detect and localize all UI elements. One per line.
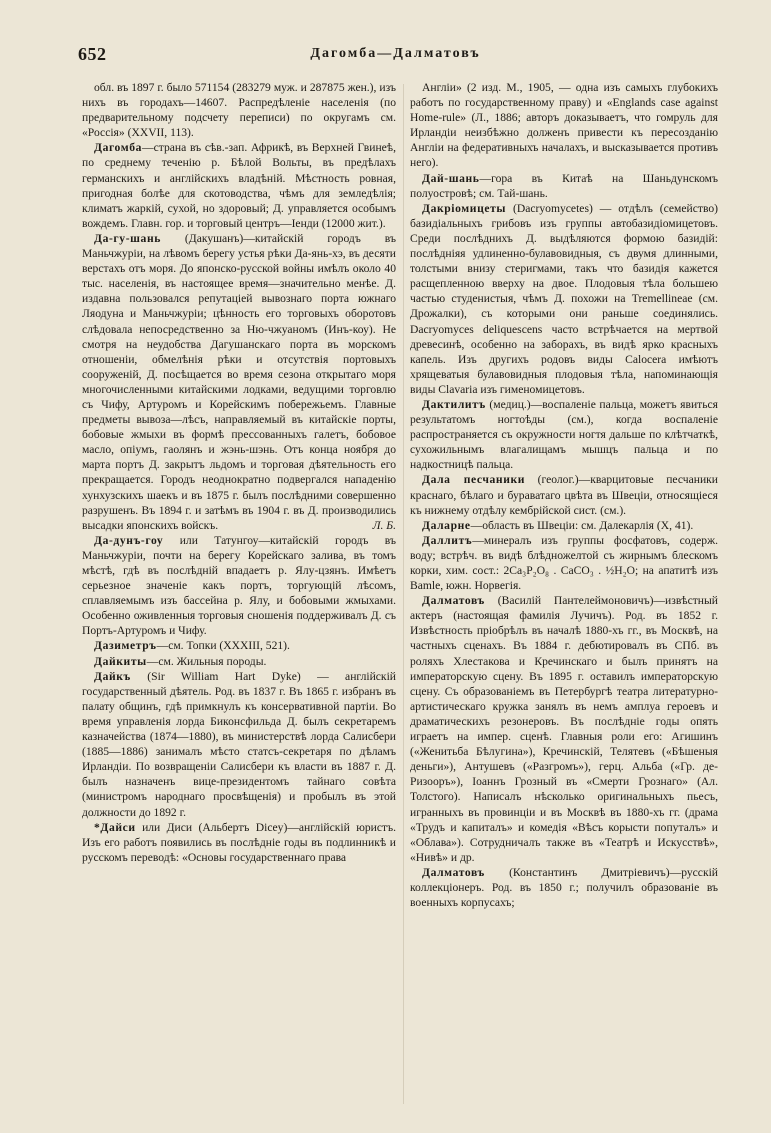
page-number: 652 (78, 44, 107, 64)
entry-dala-peschaniki: Дала песчаники (геолог.)—кварцитовые песчаники краснаго, бѣлаго и бураватаго цвѣта въ Швеціи, относящіеся къ нижнему отдѣлу кембрійской сист. (см.). (410, 473, 718, 517)
entry-dagomba: Дагомба—страна въ сѣв.-зап. Африкѣ, въ Верхней Гвинеѣ, по среднему теченію р. Бѣлой Вольты, въ предѣлахъ германскихъ и англійскихъ владѣній. Мѣстность ровная, пригодная болѣе для скотоводства, чѣмъ для земледѣлія; климатъ жаркій, сухой, но здоровый; Д. управляется особымъ вождемъ. Главн. гор. и торговый центръ—Іенди (12000 жит.). (82, 141, 396, 230)
left-column (82, 80, 396, 1110)
entry-headword: Далматовъ (422, 865, 485, 879)
entry-daik: Дайкъ (Sir William Hart Dyke) — англійскій государственный дѣятель. Род. въ 1837 г. Въ 1865 г. избранъ въ палату общинъ, гдѣ примкнулъ къ консервативной партіи. Во время управленія лорда Биконсфильда Д. былъ секретаремъ казначейства (1874—1880), въ министерствѣ лорда Салисбери (1885—1886) занималъ мѣсто статсъ-секретаря по дѣламъ Ирландіи. По возвращеніи Салисбери къ власти въ 1887 г. Д. былъ назначенъ вице-президентомъ тайнаго совѣта (министромъ народнаго просвѣщенія) и пробылъ въ этой должности до 1892 г. (82, 669, 396, 819)
entry-headword: Далматовъ (422, 594, 485, 608)
entry-dalarne: Даларне—область въ Швеціи: см. Далекарлія (X, 41). (422, 518, 694, 532)
entry-dazimetr: Дазиметръ—см. Топки (XXXIII, 521). (94, 639, 290, 653)
entry-headword: Да-гу-шань (94, 231, 161, 245)
entry-dalmatov-vasily: Далматовъ (Василій Пантелеймоновичъ)—извѣстный актеръ (настоящая фамилія Лучичъ). Род. въ 1852 г. Извѣстность пріобрѣлъ въ началѣ 1880-хъ гг., въ Москвѣ, на частныхъ сценахъ. Въ 1884 г. дебютировалъ въ СПб. въ роляхъ Хлестакова и Кречинскаго и былъ принятъ на императорскую сцену. Въ 1895 г. оставилъ императорскую сцену. Съ образованіемъ въ Петербургѣ театра литературно-артистическаго кружка занялъ въ немъ амплуа героевъ и драматическихъ резонеровъ. Въ послѣдніе годы опять играетъ на импер. сценѣ. Главныя роли его: Агишинъ («Женитьба Бѣлугина»), Кречинскій, Телятевъ («Бѣшеныя деньги»), Антушевъ («Разгромъ»), герц. Альба («Гр. де-Ризооръ»), Іоаннъ Грозный въ «Смерти Грознаго» (Ал. Толстого). Написалъ нѣсколько оригинальныхъ пьесъ, игранныхъ въ провинціи и въ Москвѣ въ 1880-хъ гг. (драма «Трудъ и капиталъ» и комедія «Вѣсъ корысти попуталъ» и «Облава»). Сотрудничалъ также въ «Театрѣ и Искусствѣ», «Нивѣ» и др. (410, 594, 718, 864)
entry-headword: Дай-шань (422, 171, 480, 185)
entry-headword: Да-дунъ-гоу (94, 533, 164, 547)
entry-headword: Дала песчаники (422, 473, 526, 487)
entry-headword: *Дайси (94, 820, 136, 834)
entry-continuation: обл. въ 1897 г. было 571154 (283279 муж. и 287875 жен.), изъ нихъ въ городахъ—14607. Распредѣленіе населенія (по предварительному подсчету переписи) по округамъ см. «Россія» (XXVII, 113). (82, 81, 396, 140)
column-separator (403, 84, 404, 1104)
entry-dacryomycetes: Дакріомицеты (Dacryomycetes) — отдѣлъ (семейство) базидіальныхъ грибовъ изъ группы автобазидіомицетовъ. Среди послѣднихъ Д. выдѣляются формою базидій: послѣдніяя удлиненно-булавовидныя, съ двумя длинными, толстыми внизу стеригмами, такъ что базидія кажется расщепленною вверху на двое. Плодовыя тѣла большею частью студенистыя, чѣмъ Д. похожи на Tremellineae (см. Дрожалки), съ которыми они раньше соединялись. Dacryomyces deliquescens часто встрѣчается на мертвой древесинѣ, особенно на заборахъ, въ видѣ ярко красныхъ капель. Изъ другихъ родовъ виды Calocera имѣютъ хрящеватыя булавовидныя плодовыя тѣла, напоминающія виды Clavaria изъ гименомицетовъ. (410, 201, 718, 396)
entry-dallit: Даллитъ—минералъ изъ группы фосфатовъ, содерж. воду; встрѣч. въ видѣ блѣдножелтой съ жирнымъ блескомъ корки, хим. сост.: 2Ca₃P₂O₈ . CaCO₃ . ½H₂O; на апатитѣ изъ Bamle, южн. Норвегія. (410, 533, 718, 593)
entry-daktilit: Дактилитъ (медиц.)—воспаленіе пальца, можетъ явиться результатомъ ногтоѣды (см.), когда воспаленіе распространяется съ окружности ногтя дальше по клѣтчаткѣ, сухожильнымъ влагалищамъ мышцъ пальца и по надкостницѣ пальца. (410, 397, 718, 472)
entry-daikity: Дайкиты—см. Жильныя породы. (94, 654, 267, 668)
entry-headword: Даллитъ (422, 533, 473, 547)
author-signature: Л. Б. (372, 518, 396, 532)
entry-headword: Дакріомицеты (422, 201, 507, 215)
running-head: Дагомба—Далматовъ (310, 46, 481, 61)
entry-dalmatov-konstantin: Далматовъ (Константинъ Дмитріевичъ)—русскій коллекціонеръ. Род. въ 1850 г.; получилъ образованіе въ военныхъ корпусахъ; (410, 865, 718, 910)
entry-continuation: Англіи» (2 изд. М., 1905, — одна изъ самыхъ глубокихъ работъ по государственному праву) и «Englands case against Home-rule» (Л., 1886; авторъ доказываетъ, что гомруль для Ирландіи неизбѣжно долженъ привести къ пересозданію Англіи на федеративныхъ началахъ, и высказывается противъ него). (410, 81, 718, 170)
entry-headword: Дайкъ (94, 669, 131, 683)
entry-da-gu-shan: Да-гу-шань (Дакушанъ)—китайскій городъ въ Маньчжуріи, на лѣвомъ берегу устья рѣки Да-янь-хэ, въ десяти верстахъ отъ моря. До японско-русской войны имѣлъ около 40 тыс. населенія, въ настоящее время—значительно менѣе. Д. издавна пользовался репутаціей вывознаго порта южнаго Ляодуна и Маньчжуріи; цѣнность его торговыхъ оборотовъ слѣдовала непосредственно за Ню-чжуаномъ (Инъ-коу). Не смотря на неудобства Дагушанскаго порта въ морскомъ отношеніи, обмелѣнія рѣки и отсутствія портовыхъ сооруженій, Д. посѣщается во время сезона открытаго моря многочисленными китайскими лодками, ведущими торговлю съ Чифу, Артуромъ и Корейскимъ побережьемъ. Главные предметы вывоза—лѣсъ, направляемый въ китайскіе порты, бобовые жмыхи въ формѣ прессованныхъ галетъ, бобовое масло, опіумъ, гаолянъ и жэнь-шэнь. Отъ конца ноября до марта портъ Д. закрытъ льдомъ и торговая дѣятельность его прекращается. Городъ неоднократно подвергался нападенію хунхузскихъ шаекъ и въ 1875 г. былъ послѣдними совершенно разрушенъ. Въ 1894 г. и затѣмъ въ 1904 г. въ Д. производились высадки японскихъ войскъ. Л. Б. (82, 231, 396, 532)
entry-da-dun-gou: Да-дунъ-гоу или Татунгоу—китайскій городъ въ Маньчжуріи, почти на берегу Корейскаго залива, въ томъ мѣстѣ, гдѣ въ послѣдній впадаетъ р. Ялу-цзянъ. Имѣетъ серьезное значеніе какъ портъ, торгующій лѣсомъ, сплавляемымъ изъ бассейна р. Ялу, и бобовыми жмыхами. Особенно оживленныя торговыя сношенія поддерживалъ Д. съ Портъ-Артуромъ и Чифу. (82, 533, 396, 638)
entry-headword: Дактилитъ (422, 397, 486, 411)
entry-daisi: *Дайси или Диси (Альбертъ Dicey)—англійскій юристъ. Изъ его работъ появились въ послѣдніе годы въ подлинникѣ и русскомъ переводѣ: «Основы государственнаго права (82, 820, 396, 864)
entry-headword: Дагомба (94, 141, 143, 155)
entry-headword: Дазиметръ (94, 639, 157, 653)
page-header (78, 44, 713, 70)
entry-headword: Даларне (422, 518, 471, 532)
entry-headword: Дайкиты (94, 654, 147, 668)
right-column (410, 80, 718, 1110)
entry-dai-shan: Дай-шань—гора въ Китаѣ на Шаньдунскомъ полуостровѣ; см. Тай-шань. (410, 171, 718, 200)
